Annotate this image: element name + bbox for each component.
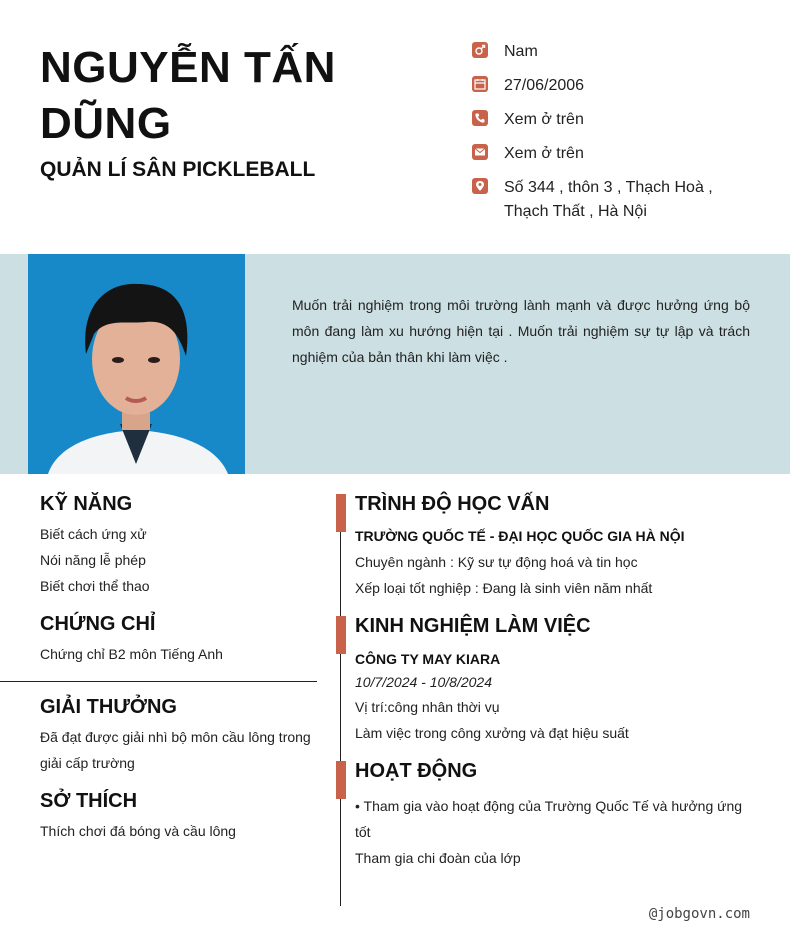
experience-heading: KINH NGHIỆM LÀM VIỆC [355,615,591,637]
skills-heading: KỸ NĂNG [40,493,133,515]
dob-value: 27/06/2006 [504,77,585,94]
phone-icon [472,110,488,126]
experience-description: Làm việc trong công xưởng và đạt hiệu suất [355,725,629,741]
phone-value: Xem ở trên [504,111,584,128]
awards-heading: GIẢI THƯỞNG [40,696,177,718]
gender-icon [472,42,488,58]
contact-phone [472,108,734,132]
education-grade: Xếp loại tốt nghiệp : Đang là sinh viên năm nhất [355,580,653,596]
experience-period: 10/7/2024 - 10/8/2024 [355,674,493,690]
timeline-line [340,494,341,906]
education-marker [336,494,346,532]
hobbies-heading: SỞ THÍCH [40,790,138,812]
career-objective: Muốn trải nghiệm trong môi trường lành mạnh và được hưởng ứng bộ môn đang làm xu hướng hiện tại . Muốn trải nghiệm sự tự lập và trách nghiệm của bản thân khi làm việc . [292,297,750,365]
experience-position: Vị trí:công nhân thời vụ [355,699,500,715]
school-name: TRƯỜNG QUỐC TẾ - ĐẠI HỌC QUỐC GIA HÀ NỘI [355,528,685,544]
calendar-icon [472,76,488,92]
skill-item: Biết cách ứng xử [40,526,147,542]
education-major: Chuyên ngành : Kỹ sư tự động hoá và tin học [355,554,638,570]
location-icon [472,178,488,194]
email-icon [472,144,488,160]
address-value: Số 344 , thôn 3 , Thạch Hoà , Thạch Thất , Hà Nội [504,179,713,220]
watermark: @jobgovn.com [648,906,750,922]
activity-item: • Tham gia vào hoạt động của Trường Quốc Tế và hưởng ứng tốt [355,798,743,840]
section-divider [0,681,317,682]
contact-email [472,142,734,166]
job-title: QUẢN LÍ SÂN PICKLEBALL [40,158,316,181]
company-name: CÔNG TY MAY KIARA [355,651,501,667]
contact-address [472,176,734,224]
email-value: Xem ở trên [504,145,584,162]
award-item: Đã đạt được giải nhì bộ môn cầu lông trong giải cấp trường [40,729,311,771]
profile-photo [28,254,245,474]
education-heading: TRÌNH ĐỘ HỌC VẤN [355,493,550,515]
skill-item: Nói năng lễ phép [40,552,146,568]
hobby-item: Thích chơi đá bóng và cầu lông [40,823,236,839]
contact-gender [472,40,734,64]
skill-item: Biết chơi thể thao [40,578,150,594]
certificates-heading: CHỨNG CHỈ [40,613,156,635]
activities-marker [336,761,346,799]
gender-value: Nam [504,43,538,60]
full-name: NGUYỄN TẤN DŨNG [40,43,336,148]
certificate-item: Chứng chỉ B2 môn Tiếng Anh [40,646,223,662]
contact-dob [472,74,734,98]
activities-heading: HOẠT ĐỘNG [355,760,478,782]
activity-item: Tham gia chi đoàn của lớp [355,850,521,866]
experience-marker [336,616,346,654]
